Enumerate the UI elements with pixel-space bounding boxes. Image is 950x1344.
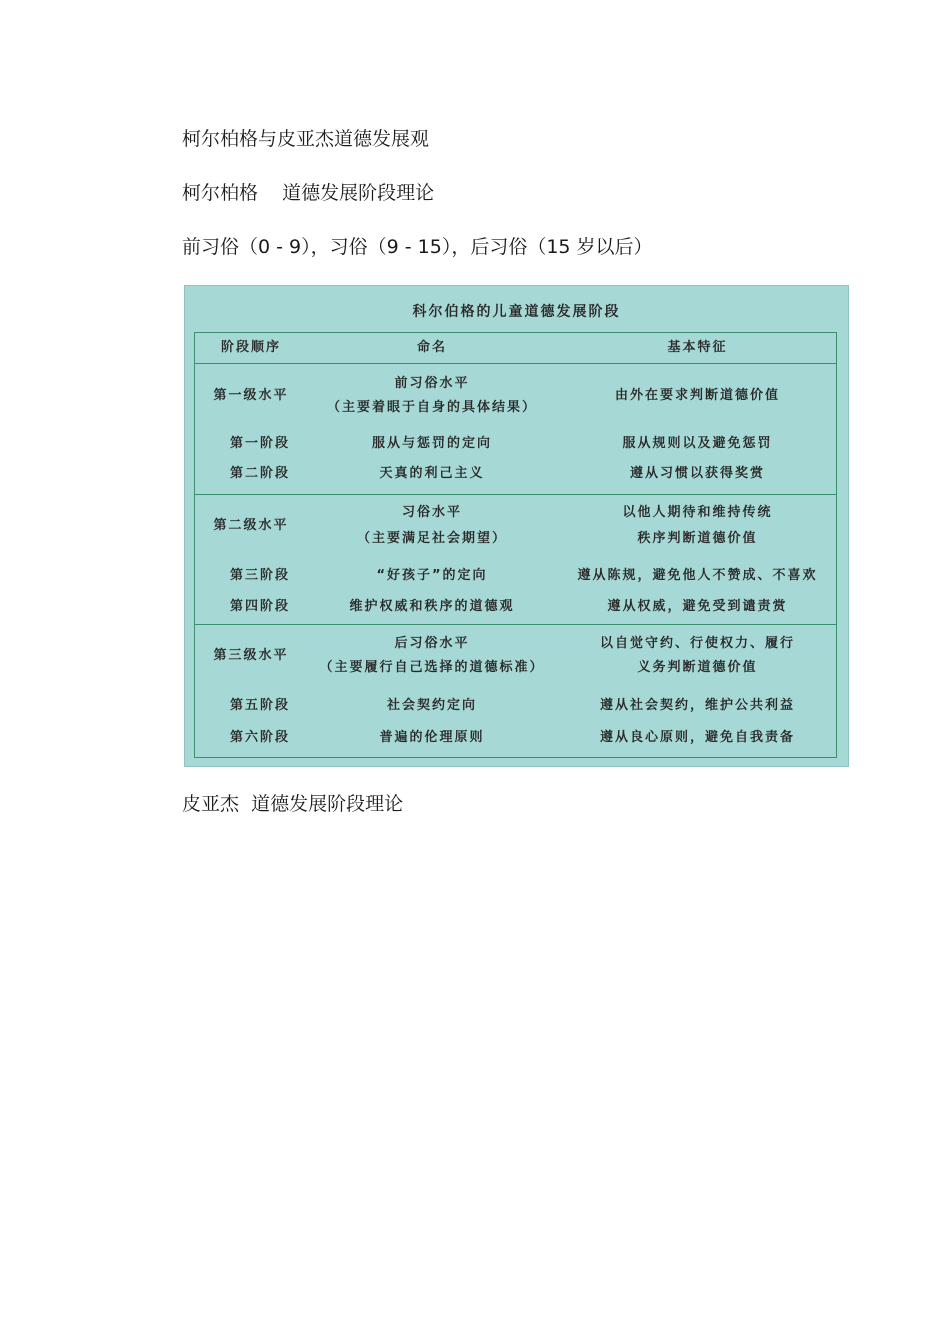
header-name: 命名: [416, 340, 447, 355]
level-feature: 以自觉守约、行使权力、履行: [599, 636, 795, 651]
stage-name: 天真的利己主义: [379, 466, 485, 481]
piaget-heading: 皮亚杰 道德发展阶段理论: [182, 793, 404, 815]
stage-label: 第五阶段: [229, 698, 290, 713]
level-name: 习俗水平: [401, 505, 462, 520]
stage-label: 第一阶段: [229, 436, 290, 451]
header-stage-order: 阶段顺序: [220, 340, 281, 355]
stage-name: 普遍的伦理原则: [379, 730, 485, 745]
stage-feature: 服从规则以及避免惩罚: [622, 436, 773, 451]
divider: [195, 494, 836, 495]
level-label: 第二级水平: [213, 518, 289, 533]
divider: [195, 624, 836, 625]
level-label: 第一级水平: [213, 388, 289, 403]
level-label: 第三级水平: [213, 648, 289, 663]
stage-name: 服从与惩罚的定向: [371, 436, 492, 451]
age-ranges: 前习俗（0 - 9），习俗（9 - 15），后习俗（15 岁以后）: [182, 236, 653, 258]
stage-feature: 遵从陈规，避免他人不赞成、不喜欢: [577, 568, 818, 583]
stage-feature: 遵从良心原则，避免自我责备: [599, 730, 795, 745]
stage-table: [194, 332, 837, 758]
level-name-note: （主要履行自己选择的道德标准）: [319, 660, 545, 675]
divider: [195, 363, 836, 364]
stage-label: 第三阶段: [229, 568, 290, 583]
stage-label: 第六阶段: [229, 730, 290, 745]
level-name: 前习俗水平: [394, 376, 470, 391]
kohlberg-stage-figure: [184, 285, 849, 767]
level-name: 后习俗水平: [394, 636, 470, 651]
level-feature: 义务判断道德价值: [637, 660, 758, 675]
level-feature: 由外在要求判断道德价值: [614, 388, 780, 403]
level-feature: 秩序判断道德价值: [637, 531, 758, 546]
stage-label: 第四阶段: [229, 599, 290, 614]
figure-title: 科尔伯格的儿童道德发展阶段: [412, 304, 621, 320]
kohlberg-heading: 柯尔柏格 道德发展阶段理论: [182, 182, 435, 204]
stage-feature: 遵从权威，避免受到谴责赏: [607, 599, 788, 614]
stage-name: 维护权威和秩序的道德观: [349, 599, 515, 614]
stage-feature: 遵从习惯以获得奖赏: [629, 466, 765, 481]
level-name-note: （主要着眼于自身的具体结果）: [326, 400, 537, 415]
level-feature: 以他人期待和维持传统: [622, 505, 773, 520]
doc-title: 柯尔柏格与皮亚杰道德发展观: [182, 128, 430, 150]
stage-name: 社会契约定向: [386, 698, 477, 713]
header-feature: 基本特征: [667, 340, 728, 355]
stage-name: “好孩子”的定向: [376, 568, 488, 583]
level-name-note: （主要满足社会期望）: [356, 531, 507, 546]
stage-feature: 遵从社会契约，维护公共利益: [599, 698, 795, 713]
stage-label: 第二阶段: [229, 466, 290, 481]
